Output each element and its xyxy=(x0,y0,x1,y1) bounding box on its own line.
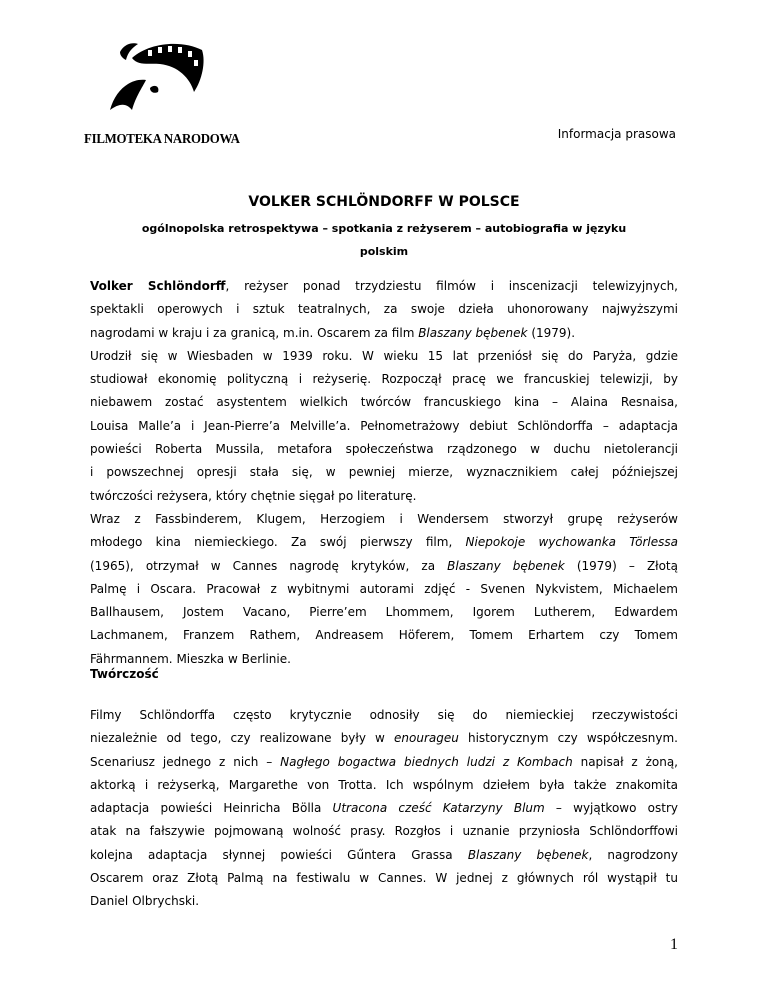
film-title: Utracona cześć Katarzyny Blum xyxy=(332,801,545,816)
subtitle-line: ogólnopolska retrospektywa – spotkania z reżyserem – autobiografia w języku xyxy=(141,222,627,235)
text-run: (1979). xyxy=(527,325,576,340)
paragraph-line: twórczości reżysera, który chętnie sięgał po literaturę. xyxy=(90,488,417,503)
text-run: niezależnie od tego, czy realizowane były w xyxy=(90,731,395,746)
paragraph-line: spektakli operowych i sztuk teatralnych, za swoje dzieła uhonorowany najwyższymi xyxy=(90,302,678,317)
text-run: adaptacja powieści Heinricha Bölla xyxy=(90,801,333,816)
page-number: 1 xyxy=(670,936,678,953)
tworczosc-section xyxy=(90,704,678,914)
text-run: – wyjątkowo ostry xyxy=(544,801,678,816)
director-name: Volker Schlöndorff xyxy=(90,279,226,293)
logo-wordmark: FILMOTEKA NARODOWA xyxy=(84,132,240,147)
text-run: Scenariusz jednego z nich – xyxy=(90,754,281,769)
section-heading: Twórczość xyxy=(90,667,159,681)
film-title: Nagłego bogactwa biednych ludzi z Kombach xyxy=(280,754,573,769)
paragraph-line: Louisa Malle’a i Jean-Pierre’a Melville’a. Pełnometrażowy debiut Schlöndorffa – adaptacja xyxy=(90,418,678,433)
paragraph-line: atak na fałszywie pojmowaną wolność prasy. Rozgłos i uznanie przyniosła Schlöndorffowi xyxy=(90,824,678,839)
paragraph-line: Daniel Olbrychski. xyxy=(90,894,200,909)
subtitle-line: polskim xyxy=(359,245,409,259)
paragraph-line: Ballhausem, Jostem Vacano, Pierre’em Lhommem, Igorem Lutherem, Edwardem xyxy=(90,605,678,620)
text-run: , reżyser ponad trzydziestu filmów i inscenizacji telewizyjnych, xyxy=(225,279,678,293)
text-run: kolejna adaptacja słynnej powieści Gűntera Grassa xyxy=(90,847,468,862)
paragraph-line: powieści Roberta Mussila, metafora społeczeństwa rządzonego w duchu nietolerancji xyxy=(90,442,678,457)
film-reel-logo-icon xyxy=(102,40,212,130)
paragraph-line: Wraz z Fassbinderem, Klugem, Herzogiem i Wendersem stworzył grupę reżyserów xyxy=(90,511,678,526)
text-run: nagrodami w kraju i za granicą, m.in. Oscarem za film xyxy=(90,325,419,340)
text-run: napisał z żoną, xyxy=(572,754,678,769)
paragraph-line: niebawem zostać asystentem wielkich twórców francuskiego kina – Alaina Resnaisa, xyxy=(90,395,678,410)
document-subtitle xyxy=(90,218,678,265)
paragraph-line: Filmy Schlöndorffa często krytycznie odnosiły się do niemieckiej rzeczywistości xyxy=(90,708,678,722)
paragraph-line xyxy=(90,844,678,867)
press-release-label: Informacja prasowa xyxy=(557,127,676,141)
film-title: Blaszany bębenek xyxy=(447,558,565,573)
paragraph-line: studiował ekonomię polityczną i reżyserię. Rozpoczął pracę we francuskiej telewizji, by xyxy=(90,372,678,387)
paragraph-line: Fährmannem. Mieszka w Berlinie. xyxy=(90,651,291,666)
filmoteka-logo xyxy=(84,40,240,152)
emphasis: enourageu xyxy=(394,731,459,746)
film-title: Niepokoje wychowanka Törlessa xyxy=(465,535,678,550)
text-run: młodego kina niemieckiego. Za swój pierwszy film, xyxy=(90,535,466,550)
paragraph-line xyxy=(90,322,678,345)
paragraph-line xyxy=(90,555,678,578)
paragraph-line xyxy=(90,727,678,750)
paragraph-line: Oscarem oraz Złotą Palmą na festiwalu w Cannes. W jednej z głównych ról wystąpił tu xyxy=(90,871,678,886)
film-title: Blaszany bębenek xyxy=(467,847,589,862)
intro-section xyxy=(90,275,678,671)
paragraph-line: Lachmanem, Franzem Rathem, Andreasem Höferem, Tomem Erhartem czy Tomem xyxy=(90,628,678,643)
text-run: (1979) – Złotą xyxy=(564,558,678,573)
paragraph-line: i powszechnej opresji stała się, w pewniej mierze, wyznacznikiem całej późniejszej xyxy=(90,465,678,480)
paragraph-line: aktorką i reżyserką, Margarethe von Trotta. Ich wspólnym dziełem była także znakomita xyxy=(90,777,678,792)
text-run: (1965), otrzymał w Cannes nagrodę krytyków, za xyxy=(90,558,448,573)
paragraph-line xyxy=(90,751,678,774)
paragraph-line xyxy=(90,275,678,298)
paragraph-line: Palmę i Oscara. Pracował z wybitnymi autorami zdjęć - Svenen Nykvistem, Michaelem xyxy=(90,581,678,596)
document-title: VOLKER SCHLÖNDORFF W POLSCE xyxy=(248,194,520,210)
text-run: historycznym czy współczesnym. xyxy=(458,731,678,746)
paragraph-line xyxy=(90,797,678,820)
film-title: Blaszany bębenek xyxy=(418,325,528,340)
text-run: , nagrodzony xyxy=(588,847,678,862)
paragraph-line: Urodził się w Wiesbaden w 1939 roku. W wieku 15 lat przeniósł się do Paryża, gdzie xyxy=(90,348,678,363)
paragraph-line xyxy=(90,531,678,554)
